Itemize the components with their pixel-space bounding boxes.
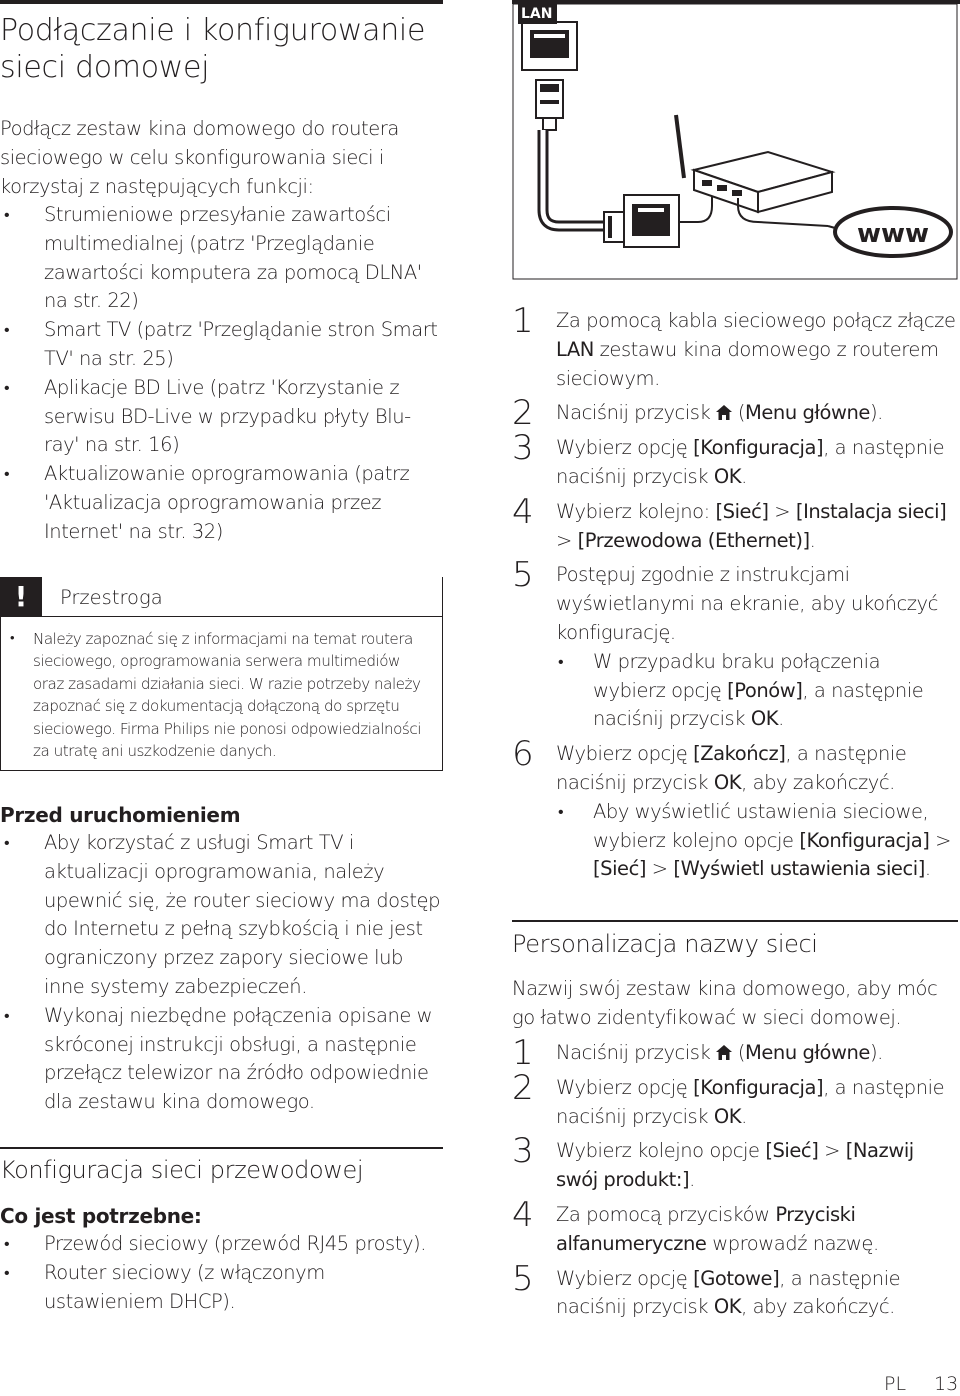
step-number: 5 xyxy=(512,555,534,596)
emphasis-text: Menu główne xyxy=(745,401,870,425)
lan-connection-illustration xyxy=(512,0,958,280)
step-text: Naciśnij przycisk xyxy=(556,401,717,425)
step-text: > xyxy=(929,828,952,852)
intro-paragraph: Podłącz zestaw kina domowego do routera sieciowego w celu skonfigurowania sieci i korzystaj z następujących funkcji: xyxy=(0,117,399,198)
emphasis-text: [Zakończ] xyxy=(693,742,786,766)
step-text: . xyxy=(778,707,784,731)
list-item: • Aby korzystać z usługi Smart TV i aktualizacji oprogramowania, należy upewnić się, że router sieciowy ma dostęp do Internetu z pełną szybkością i nie jest ograniczony przez zapory sieciowe lub inne systemy zabezpieczeń. xyxy=(0,829,443,1002)
emphasis-text: OK xyxy=(713,770,742,794)
step-number: 5 xyxy=(512,1258,534,1299)
warning-list xyxy=(10,628,435,762)
step-text: ( xyxy=(732,1041,745,1064)
step-text: > xyxy=(556,528,578,552)
step-text: Aby wyświetlić ustawienia sieciowe, wybierz kolejno opcje xyxy=(593,799,929,852)
step-text: . xyxy=(689,1168,695,1192)
step-item xyxy=(512,555,958,734)
emphasis-text: [Instalacja sieci] xyxy=(795,499,947,523)
wired-steps xyxy=(512,301,958,890)
emphasis-text: OK xyxy=(713,464,742,488)
emphasis-text: [Konfiguracja] xyxy=(799,828,930,852)
emphasis-text: OK xyxy=(713,1104,742,1128)
step-number: 2 xyxy=(512,393,534,434)
step-text: Wybierz opcję xyxy=(556,436,694,460)
step-text: > xyxy=(768,499,796,523)
step-text: ). xyxy=(869,1041,883,1064)
emphasis-text: [Konfiguracja] xyxy=(693,1075,824,1099)
antenna xyxy=(676,115,684,178)
step-text: > xyxy=(818,1139,846,1163)
step-number: 4 xyxy=(512,1194,534,1235)
language-code: PL xyxy=(884,1373,907,1395)
step-text: Naciśnij przycisk xyxy=(556,1041,717,1064)
step-text: zestawu kina domowego z routerem sieciowym. xyxy=(556,337,939,390)
step-number: 3 xyxy=(512,428,534,469)
page-title: Podłączanie i konfigurowanie sieci domowej xyxy=(0,13,426,85)
step-text: Wybierz opcję xyxy=(556,1266,694,1290)
step-item xyxy=(512,1194,958,1259)
network-diagram xyxy=(512,0,958,280)
step-text: Za pomocą kabla sieciowego połącz złącze xyxy=(556,309,956,332)
intro-bullets xyxy=(0,201,443,547)
emphasis-text: Menu główne xyxy=(745,1041,870,1064)
before-heading: Przed uruchomieniem xyxy=(0,803,241,827)
step-number: 4 xyxy=(512,491,534,532)
step-text: . xyxy=(809,528,816,552)
warning-title: Przestroga xyxy=(60,586,163,609)
step-text: Postępuj zgodnie z instrukcjami wyświetlanymi na ekranie, aby ukończyć konfigurację. xyxy=(556,563,938,644)
personal-heading: Personalizacja nazwy sieci xyxy=(512,930,818,958)
step-item xyxy=(512,428,958,492)
step-number: 2 xyxy=(512,1067,534,1108)
emphasis-text: [Przewodowa (Ethernet)] xyxy=(577,528,810,552)
emphasis-text: [Wyświetl ustawienia sieci] xyxy=(673,857,925,881)
step-text: Wybierz kolejno: xyxy=(556,499,716,523)
step-text: , aby zakończyć. xyxy=(741,1295,895,1319)
emphasis-text: [Sieć] xyxy=(715,499,769,523)
list-item: • Przewód sieciowy (przewód RJ45 prosty). xyxy=(0,1230,443,1259)
step-text: . xyxy=(741,464,747,488)
step-item xyxy=(512,734,958,884)
home-icon xyxy=(716,405,732,420)
emphasis-text: OK xyxy=(750,707,779,731)
step-text: wprowadź nazwę. xyxy=(706,1231,879,1255)
section-divider xyxy=(512,920,958,922)
emphasis-text: Przyciski alfanumeryczne xyxy=(556,1202,856,1255)
list-item: • Aktualizowanie oprogramowania (patrz 'Aktualizacja oprogramowania przez Internet' na str. 32) xyxy=(0,460,443,546)
www-label: www xyxy=(856,219,930,249)
list-item: • Aplikacje BD Live (patrz 'Korzystanie z serwisu BD-Live w przypadku płyty Blu-ray' na str. 16) xyxy=(0,374,443,460)
section-divider xyxy=(0,1147,443,1149)
list-item: • Wykonaj niezbędne połączenia opisane w skróconej instrukcji obsługi, a następnie przełącz telewizor na źródło odpowiednie dla zestawu kina domowego. xyxy=(0,1002,443,1117)
list-item: • Router sieciowy (z włączonym ustawieniem DHCP). xyxy=(0,1259,443,1317)
step-text: Za pomocą przycisków xyxy=(556,1202,776,1226)
step-subpoint xyxy=(556,798,958,884)
step-text: Wybierz kolejno opcje xyxy=(556,1139,766,1163)
warning-text: • Należy zapoznać się z informacjami na temat routera sieciowego, oprogramowania serwera multimediów oraz zasadami działania sieci. W razie potrzeby należy zapoznać się z dokumentacją dołączoną do sprzętu sieciowego. Firma Philips nie ponosi odpowiedzialności za utratę ani uszkodzenie danych. xyxy=(10,628,435,762)
list-item: • Smart TV (patrz 'Przeglądanie stron Smart TV' na str. 25) xyxy=(0,316,443,374)
step-item xyxy=(512,1258,958,1323)
exclamation-icon: ! xyxy=(0,577,42,617)
step-text: ( xyxy=(732,401,745,425)
lan-label: LAN xyxy=(521,6,553,22)
step-text: , a następnie naciśnij przycisk xyxy=(593,678,924,731)
step-item xyxy=(512,301,958,393)
step-text: Wybierz opcję xyxy=(556,1075,694,1099)
step-subpoint xyxy=(556,648,958,734)
personal-steps xyxy=(512,1033,958,1328)
emphasis-text: [Ponów] xyxy=(727,678,803,702)
needs-bullets xyxy=(0,1230,443,1316)
warning-divider xyxy=(42,616,442,617)
step-item xyxy=(512,1033,958,1073)
step-text: , a następnie naciśnij przycisk xyxy=(556,1266,901,1319)
emphasis-text: [Sieć] xyxy=(593,857,647,881)
step-item xyxy=(512,1131,958,1195)
emphasis-text: [Sieć] xyxy=(765,1139,819,1163)
step-number: 1 xyxy=(512,1033,534,1073)
top-rule-left xyxy=(0,0,443,4)
before-bullets xyxy=(0,829,443,1117)
step-item xyxy=(512,1067,958,1132)
step-text: . xyxy=(741,1104,747,1128)
emphasis-text: OK xyxy=(713,1295,742,1319)
step-text: , a następnie naciśnij przycisk xyxy=(556,1075,945,1128)
list-item: • Strumieniowe przesyłanie zawartości multimedialnej (patrz 'Przeglądanie zawartości komputera za pomocą DLNA' na str. 22) xyxy=(0,201,443,316)
step-text: Wybierz opcję xyxy=(556,742,694,766)
step-text: , a następnie naciśnij przycisk xyxy=(556,742,907,794)
step-text: , a następnie naciśnij przycisk xyxy=(556,436,945,488)
step-item xyxy=(512,491,958,556)
step-text: W przypadku braku połączenia wybierz opcję xyxy=(593,649,881,702)
emphasis-text: [Konfiguracja] xyxy=(693,436,824,460)
emphasis-text: [Nazwij swój produkt:] xyxy=(556,1139,914,1192)
emphasis-text: LAN xyxy=(556,337,594,361)
wired-heading: Konfiguracja sieci przewodowej xyxy=(0,1156,364,1184)
home-icon xyxy=(716,1045,732,1060)
page-number: 13 xyxy=(934,1373,959,1395)
step-number: 6 xyxy=(512,734,534,775)
step-number: 3 xyxy=(512,1131,534,1172)
emphasis-text: [Gotowe] xyxy=(693,1266,780,1290)
step-text: > xyxy=(646,857,674,881)
step-text: , aby zakończyć. xyxy=(741,770,895,794)
step-text: ). xyxy=(869,401,883,425)
needs-heading: Co jest potrzebne: xyxy=(0,1204,202,1228)
step-item xyxy=(512,393,958,434)
step-text: . xyxy=(924,857,931,881)
step-number: 1 xyxy=(512,301,534,341)
personal-intro: Nazwij swój zestaw kina domowego, aby móc go łatwo zidentyfikować w sieci domowej. xyxy=(512,977,938,1029)
